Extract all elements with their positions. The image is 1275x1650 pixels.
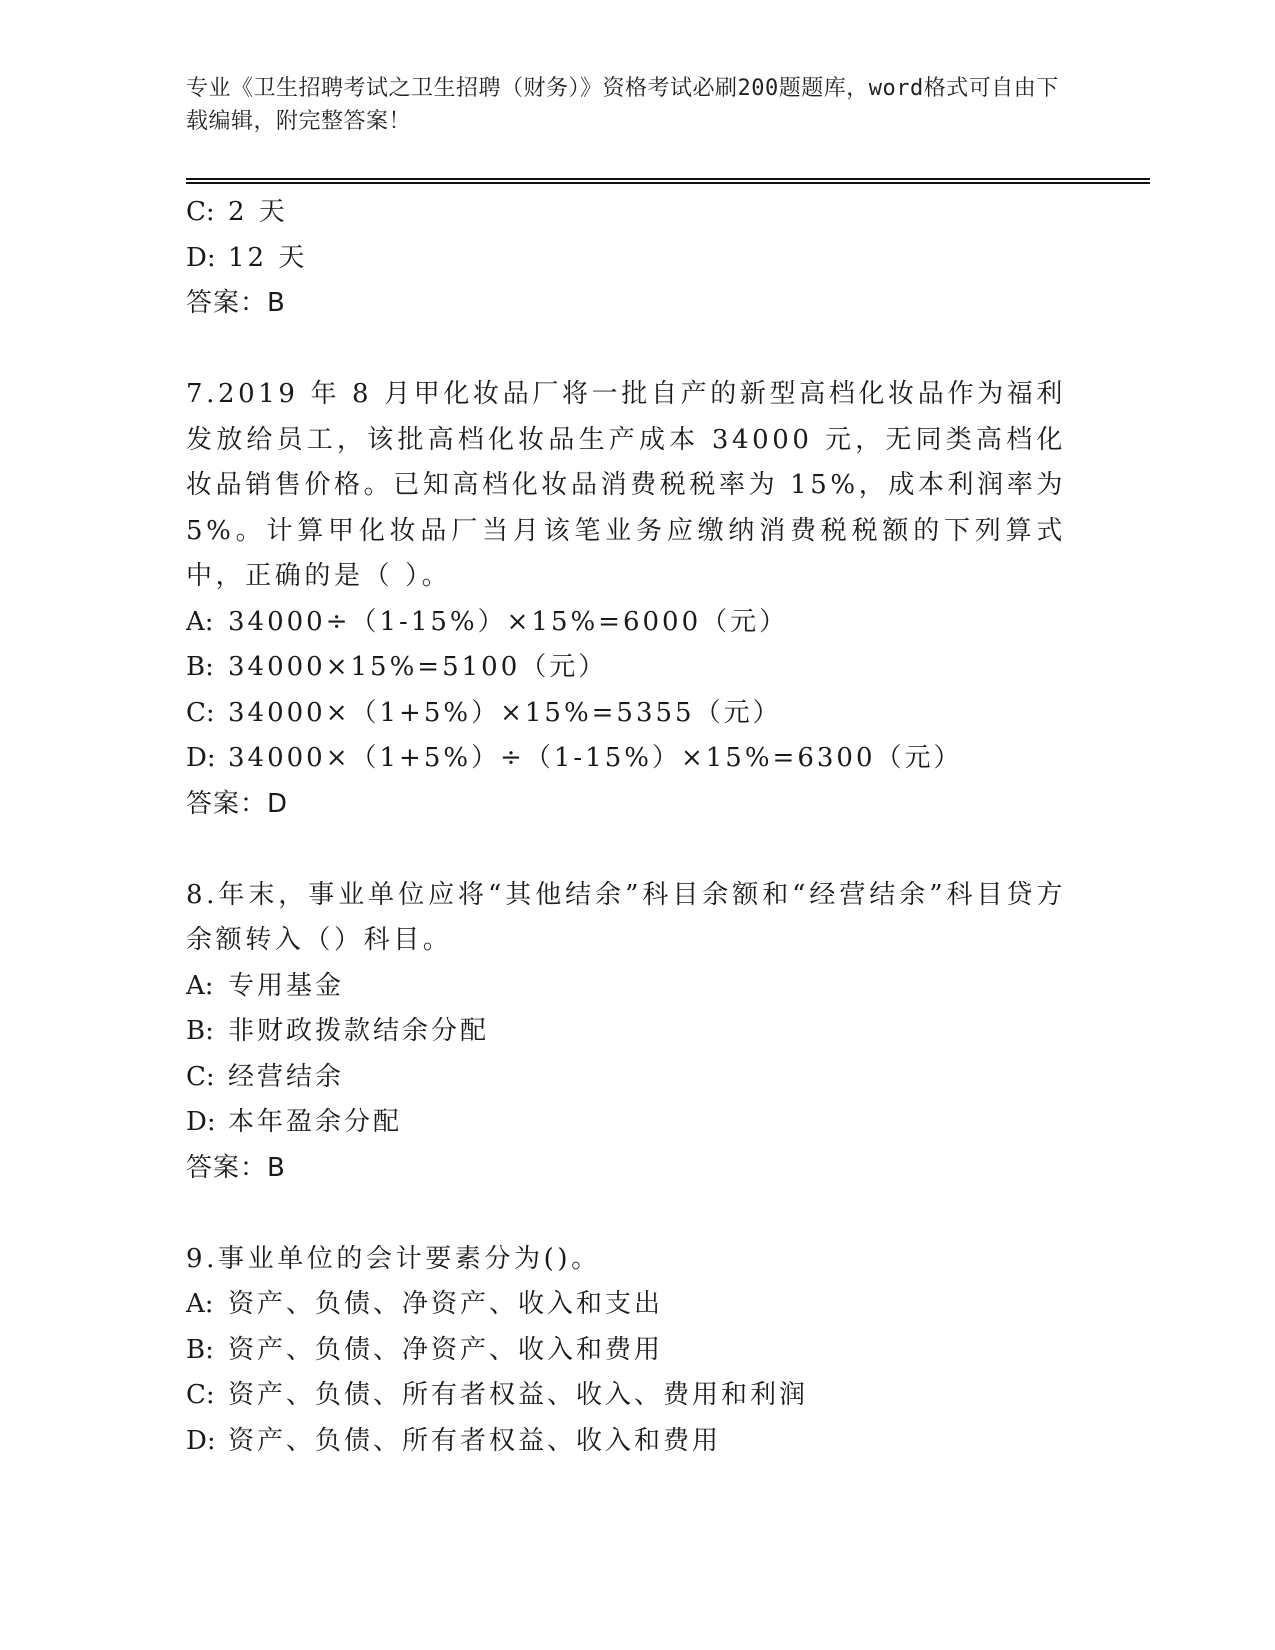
option-a: A: 资产、负债、净资产、收入和支出 [186,1289,664,1319]
spacer [186,827,1086,873]
question-stem: 8.年末，事业单位应将“其他结余”科目余额和“经营结余”科目贷方余额转入（）科目。 [186,879,1066,955]
option-b: B: 资产、负债、净资产、收入和费用 [186,1334,664,1365]
option-a: A: 专用基金 [186,970,345,1001]
header-divider [186,178,1150,180]
option-d: D: 本年盈余分配 [186,1107,403,1137]
option-c: C: 2 天 [186,197,288,227]
option-d: D: 34000×（1+5%）÷（1-15%）×15%=6300（元） [186,743,963,773]
answer-line: 答案：B [186,1152,286,1183]
header-divider-double [186,182,1150,184]
question-8 [186,873,1086,1192]
spacer [186,1191,1086,1237]
document-header: 专业《卫生招聘考试之卫生招聘（财务）》资格考试必刷200题题库，word格式可自由下载编辑，附完整答案！ [186,76,1059,134]
option-a: A: 34000÷（1-15%）×15%=6000（元） [186,606,789,637]
option-d: D: 资产、负债、所有者权益、收入和费用 [186,1425,722,1456]
question-9 [186,1237,1086,1465]
option-c: C: 34000×（1+5%）×15%=5355（元） [186,697,782,728]
question-7 [186,372,1086,827]
question-list [186,190,1086,1464]
question-6-tail [186,190,1086,327]
option-b: B: 34000×15%=5100（元） [186,652,608,682]
question-stem: 7.2019 年 8 月甲化妆品厂将一批自产的新型高档化妆品作为福利发放给员工，该批高档化妆品生产成本 34000 元，无同类高档化妆品销售价格。已知高档化妆品消费税税率为 15%，成本利润率为 5%。计算甲化妆品厂当月该笔业务应缴纳消费税税额的下列算式中，正确的是（ ）。 [186,379,1066,591]
answer-line: 答案：D [186,788,289,819]
option-c: C: 资产、负债、所有者权益、收入、费用和利润 [186,1380,809,1410]
option-b: B: 非财政拨款结余分配 [186,1016,490,1046]
option-d: D: 12 天 [186,242,308,273]
question-stem: 9.事业单位的会计要素分为()。 [186,1243,601,1274]
answer-line: 答案：B [186,288,286,318]
option-c: C: 经营结余 [186,1061,345,1092]
spacer [186,327,1086,373]
